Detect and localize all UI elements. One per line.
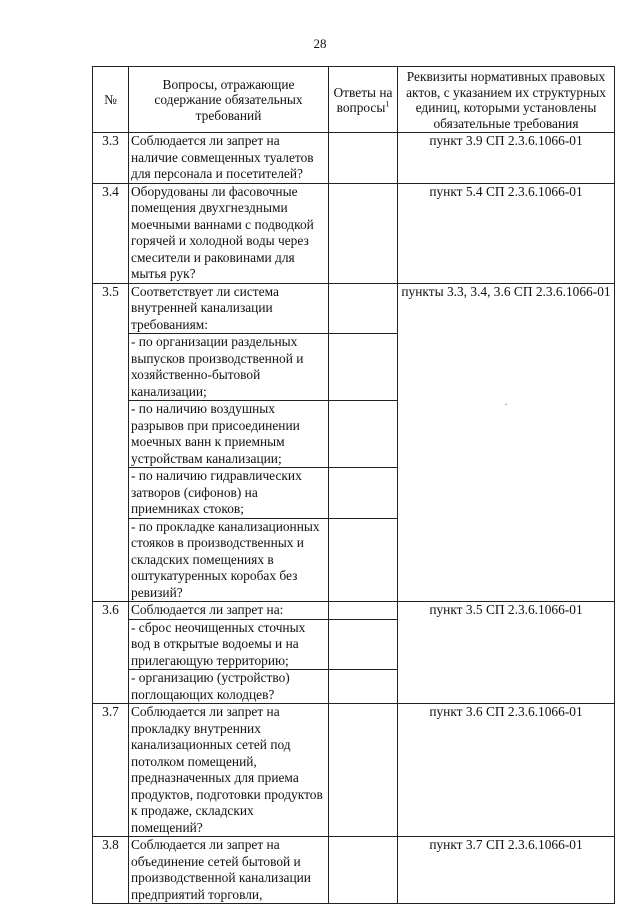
header-number: №: [93, 67, 129, 133]
table-row: [93, 283, 615, 334]
reference-cell: пункт 3.6 СП 2.3.6.1066-01: [398, 704, 615, 837]
question-cell: Соответствует ли система внутренней канализации требованиям:: [129, 283, 329, 334]
reference-cell: пункт 3.5 СП 2.3.6.1066-01: [398, 602, 615, 704]
answer-cell[interactable]: [329, 183, 398, 283]
answer-cell[interactable]: [329, 602, 398, 620]
answer-cell[interactable]: [329, 704, 398, 837]
requirements-table: [92, 66, 615, 904]
header-answers: [329, 67, 398, 133]
reference-cell: [398, 283, 615, 602]
sub-question-cell: - по организации раздельных выпусков производственной и хозяйственно-бытовой канализации;: [129, 334, 329, 401]
footnote-mark: 1: [385, 99, 390, 109]
table-row: [93, 133, 615, 184]
row-number: 3.6: [93, 602, 129, 704]
header-reference: Реквизиты нормативных правовых актов, с указанием их структурных единиц, которыми установлены обязательные требования: [398, 67, 615, 133]
header-question: Вопросы, отражающие содержание обязательных требований: [129, 67, 329, 133]
table-row: [93, 704, 615, 837]
row-number: 3.5: [93, 283, 129, 602]
reference-text: пункты 3.3, 3.4, 3.6 СП 2.3.6.1066-01: [401, 283, 611, 299]
question-cell: Соблюдается ли запрет на объединение сетей бытовой и производственной канализации предприятий торговли,: [129, 837, 329, 904]
sub-question-cell: - по наличию гидравлических затворов (сифонов) на приемниках стоков;: [129, 468, 329, 519]
reference-cell: пункт 3.7 СП 2.3.6.1066-01: [398, 837, 615, 904]
table-row: [93, 602, 615, 620]
sub-question-cell: - организацию (устройство) поглощающих колодцев?: [129, 670, 329, 704]
sub-question-cell: - по наличию воздушных разрывов при присоединении моечных ванн к приемным устройствам канализации;: [129, 401, 329, 468]
question-cell: Соблюдается ли запрет на прокладку внутренних канализационных сетей под потолком помещений, предназначенных для приема продуктов, подготовки продуктов к продаже, складских помещений?: [129, 704, 329, 837]
question-cell: Оборудованы ли фасовочные помещения двухгнездными моечными ваннами с подводкой горячей и холодной воды через смесители и раковинами для мытья рук?: [129, 183, 329, 283]
row-number: 3.3: [93, 133, 129, 184]
row-number: 3.8: [93, 837, 129, 904]
reference-cell: пункт 3.9 СП 2.3.6.1066-01: [398, 133, 615, 184]
table-header-row: [93, 67, 615, 133]
sub-question-cell: - по прокладке канализационных стояков в производственных и складских помещениях в оштукатуренных коробах без ревизий?: [129, 518, 329, 602]
row-number: 3.4: [93, 183, 129, 283]
header-answers-text: Ответы на вопросы: [333, 84, 393, 115]
sub-question-cell: - сброс неочищенных сточных вод в открытые водоемы и на прилегающую территорию;: [129, 619, 329, 670]
row-number: 3.7: [93, 704, 129, 837]
table-row: [93, 837, 615, 904]
answer-cell[interactable]: [329, 401, 398, 468]
reference-cell: пункт 5.4 СП 2.3.6.1066-01: [398, 183, 615, 283]
answer-cell[interactable]: [329, 518, 398, 602]
table-row: [93, 183, 615, 283]
answer-cell[interactable]: [329, 334, 398, 401]
answer-cell[interactable]: [329, 837, 398, 904]
answer-cell[interactable]: [329, 468, 398, 519]
answer-cell[interactable]: [329, 670, 398, 704]
question-cell: Соблюдается ли запрет на:: [129, 602, 329, 620]
page-number: 28: [313, 36, 327, 51]
answer-cell[interactable]: [329, 133, 398, 184]
scan-dot: ·: [504, 400, 508, 411]
question-cell: Соблюдается ли запрет на наличие совмещенных туалетов для персонала и посетителей?: [129, 133, 329, 184]
answer-cell[interactable]: [329, 619, 398, 670]
answer-cell[interactable]: [329, 283, 398, 334]
